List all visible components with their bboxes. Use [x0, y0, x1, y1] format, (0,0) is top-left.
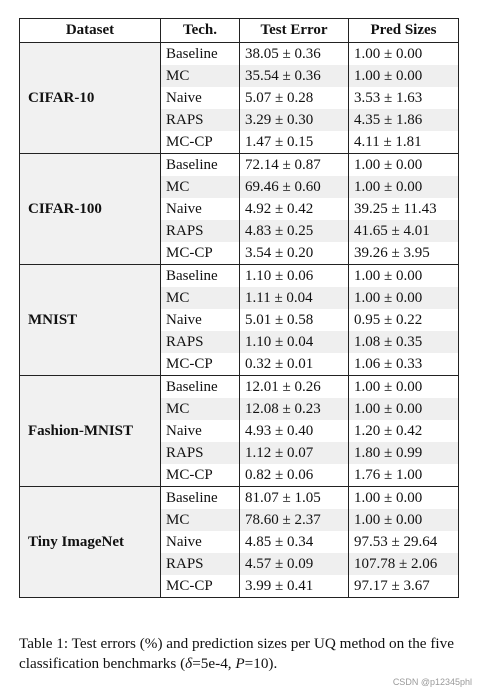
- results-table: [19, 18, 459, 598]
- technique-cell: Naive: [161, 309, 240, 331]
- pred-sizes-cell: 1.20 ± 0.42: [349, 420, 459, 442]
- test-error-cell: 3.54 ± 0.20: [240, 242, 349, 265]
- technique-cell: MC-CP: [161, 464, 240, 487]
- pred-sizes-cell: 1.08 ± 0.35: [349, 331, 459, 353]
- caption-p: P: [235, 655, 245, 672]
- technique-cell: Baseline: [161, 265, 240, 288]
- pred-sizes-cell: 1.00 ± 0.00: [349, 176, 459, 198]
- test-error-cell: 5.01 ± 0.58: [240, 309, 349, 331]
- pred-sizes-cell: 97.17 ± 3.67: [349, 575, 459, 598]
- pred-sizes-cell: 107.78 ± 2.06: [349, 553, 459, 575]
- pred-sizes-cell: 1.80 ± 0.99: [349, 442, 459, 464]
- technique-cell: Naive: [161, 198, 240, 220]
- pred-sizes-cell: 1.00 ± 0.00: [349, 65, 459, 87]
- technique-cell: MC: [161, 398, 240, 420]
- caption-eq2: =10).: [244, 655, 278, 672]
- test-error-cell: 1.11 ± 0.04: [240, 287, 349, 309]
- test-error-cell: 4.85 ± 0.34: [240, 531, 349, 553]
- test-error-cell: 3.99 ± 0.41: [240, 575, 349, 598]
- test-error-cell: 69.46 ± 0.60: [240, 176, 349, 198]
- technique-cell: MC: [161, 65, 240, 87]
- pred-sizes-cell: 1.00 ± 0.00: [349, 265, 459, 288]
- test-error-cell: 4.57 ± 0.09: [240, 553, 349, 575]
- header-row: [20, 19, 459, 43]
- pred-sizes-cell: 1.00 ± 0.00: [349, 509, 459, 531]
- table-row: [20, 487, 459, 510]
- technique-cell: RAPS: [161, 109, 240, 131]
- pred-sizes-cell: 0.95 ± 0.22: [349, 309, 459, 331]
- header-dataset: Dataset: [20, 19, 161, 43]
- test-error-cell: 3.29 ± 0.30: [240, 109, 349, 131]
- pred-sizes-cell: 1.00 ± 0.00: [349, 398, 459, 420]
- test-error-cell: 4.83 ± 0.25: [240, 220, 349, 242]
- header-technique: Tech.: [161, 19, 240, 43]
- pred-sizes-cell: 39.26 ± 3.95: [349, 242, 459, 265]
- table-caption: [19, 634, 469, 674]
- pred-sizes-cell: 1.06 ± 0.33: [349, 353, 459, 376]
- pred-sizes-cell: 3.53 ± 1.63: [349, 87, 459, 109]
- caption-delta: δ: [185, 655, 193, 672]
- caption-text: Test errors (%) and prediction sizes per UQ method on the five classification benchmarks (: [19, 635, 454, 672]
- pred-sizes-cell: 1.00 ± 0.00: [349, 376, 459, 399]
- pred-sizes-cell: 1.00 ± 0.00: [349, 154, 459, 177]
- pred-sizes-cell: 1.76 ± 1.00: [349, 464, 459, 487]
- test-error-cell: 0.32 ± 0.01: [240, 353, 349, 376]
- technique-cell: Naive: [161, 420, 240, 442]
- pred-sizes-cell: 39.25 ± 11.43: [349, 198, 459, 220]
- caption-label: Table 1:: [19, 635, 69, 652]
- pred-sizes-cell: 97.53 ± 29.64: [349, 531, 459, 553]
- dataset-cell: MNIST: [20, 265, 161, 376]
- technique-cell: Naive: [161, 531, 240, 553]
- dataset-cell: CIFAR-10: [20, 43, 161, 154]
- table-body: [20, 43, 459, 598]
- dataset-cell: Tiny ImageNet: [20, 487, 161, 598]
- test-error-cell: 4.93 ± 0.40: [240, 420, 349, 442]
- technique-cell: MC: [161, 176, 240, 198]
- technique-cell: Baseline: [161, 43, 240, 66]
- test-error-cell: 72.14 ± 0.87: [240, 154, 349, 177]
- technique-cell: MC-CP: [161, 353, 240, 376]
- technique-cell: MC: [161, 287, 240, 309]
- technique-cell: MC-CP: [161, 242, 240, 265]
- test-error-cell: 78.60 ± 2.37: [240, 509, 349, 531]
- test-error-cell: 5.07 ± 0.28: [240, 87, 349, 109]
- technique-cell: RAPS: [161, 331, 240, 353]
- header-test-error: Test Error: [240, 19, 349, 43]
- table-row: [20, 376, 459, 399]
- technique-cell: Naive: [161, 87, 240, 109]
- pred-sizes-cell: 1.00 ± 0.00: [349, 487, 459, 510]
- technique-cell: Baseline: [161, 487, 240, 510]
- pred-sizes-cell: 4.11 ± 1.81: [349, 131, 459, 154]
- caption-eq1: =5e-4,: [192, 655, 236, 672]
- test-error-cell: 1.47 ± 0.15: [240, 131, 349, 154]
- watermark: CSDN @p12345phl: [392, 677, 472, 687]
- test-error-cell: 1.12 ± 0.07: [240, 442, 349, 464]
- pred-sizes-cell: 1.00 ± 0.00: [349, 287, 459, 309]
- technique-cell: MC: [161, 509, 240, 531]
- technique-cell: MC-CP: [161, 575, 240, 598]
- table-row: [20, 43, 459, 66]
- technique-cell: RAPS: [161, 442, 240, 464]
- technique-cell: Baseline: [161, 154, 240, 177]
- header-pred-sizes: Pred Sizes: [349, 19, 459, 43]
- test-error-cell: 38.05 ± 0.36: [240, 43, 349, 66]
- dataset-cell: CIFAR-100: [20, 154, 161, 265]
- test-error-cell: 35.54 ± 0.36: [240, 65, 349, 87]
- technique-cell: MC-CP: [161, 131, 240, 154]
- test-error-cell: 81.07 ± 1.05: [240, 487, 349, 510]
- test-error-cell: 12.01 ± 0.26: [240, 376, 349, 399]
- pred-sizes-cell: 1.00 ± 0.00: [349, 43, 459, 66]
- table-row: [20, 154, 459, 177]
- dataset-cell: Fashion-MNIST: [20, 376, 161, 487]
- pred-sizes-cell: 41.65 ± 4.01: [349, 220, 459, 242]
- technique-cell: RAPS: [161, 220, 240, 242]
- test-error-cell: 0.82 ± 0.06: [240, 464, 349, 487]
- technique-cell: Baseline: [161, 376, 240, 399]
- test-error-cell: 4.92 ± 0.42: [240, 198, 349, 220]
- pred-sizes-cell: 4.35 ± 1.86: [349, 109, 459, 131]
- test-error-cell: 1.10 ± 0.04: [240, 331, 349, 353]
- test-error-cell: 1.10 ± 0.06: [240, 265, 349, 288]
- test-error-cell: 12.08 ± 0.23: [240, 398, 349, 420]
- table-row: [20, 265, 459, 288]
- technique-cell: RAPS: [161, 553, 240, 575]
